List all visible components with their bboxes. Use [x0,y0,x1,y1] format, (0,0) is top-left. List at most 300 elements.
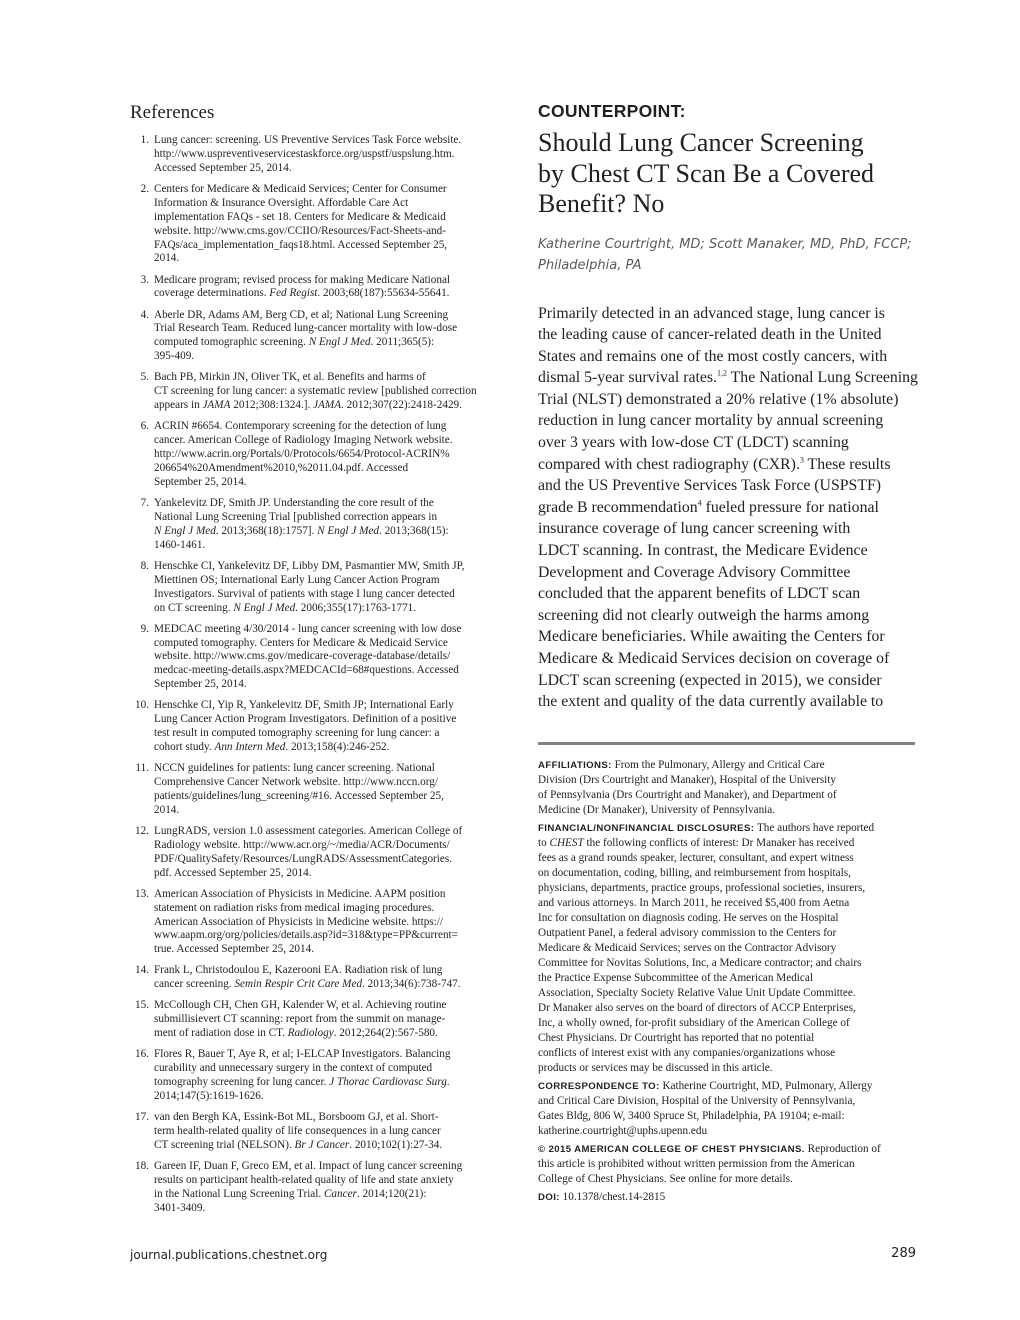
text-segment: the leading cause of cancer-related death in the United [538,326,882,344]
reference-line [154,539,508,553]
reference-line [154,943,508,957]
reference-line [154,211,508,225]
reference-item [130,560,508,616]
author-line: Philadelphia, PA [538,257,642,273]
text-segment: Fed Regist [269,287,318,300]
reference-number: 6. [140,420,149,433]
text-segment: results on participant health-related quality of life and state anxiety [154,1174,454,1186]
body-line [538,540,916,562]
title-line: by Chest CT Scan Be a Covered [538,158,875,188]
footnote-line [538,1172,916,1187]
body-line [538,497,916,519]
text-segment: Reproduction of [804,1143,881,1155]
reference-line [154,399,508,413]
body-line [538,432,916,454]
footnote-block [538,1142,916,1187]
reference-number: 7. [140,496,149,509]
text-segment: Henschke CI, Yip R, Yankelevitz DF, Smith JP; International Early [154,699,454,712]
reference-line [154,371,508,385]
reference-line [154,525,508,539]
reference-line [154,162,508,176]
text-segment: NCCN guidelines for patients: lung cancer screening. National [154,762,435,775]
body-line [538,562,916,584]
reference-item [130,623,508,693]
reference-item [130,134,508,176]
footnote-line [538,1031,916,1046]
text-segment: Development and Coverage Advisory Committee [538,563,851,581]
text-segment: to [538,837,550,849]
text-segment: . 2003;68(187):55634-55641. [317,287,450,300]
reference-number: 17. [135,1111,149,1124]
reference-number: 14. [135,964,149,977]
reference-line [154,1013,508,1027]
reference-line [154,678,508,692]
text-segment: tomography screening for lung cancer. [154,1076,330,1089]
text-segment: LDCT scan screening (expected in 2015), we consider [538,671,882,689]
reference-text [154,964,508,992]
text-segment: . 2006;355(17):1763-1771. [295,601,417,614]
footnote-line [538,758,916,773]
text-segment: 1,2 [716,369,727,379]
text-segment: . 2014;120(21): [356,1187,427,1200]
text-segment: concluded that the apparent benefits of LDCT scan [538,585,861,603]
text-segment: J Thorac Cardiovasc Surg [329,1076,447,1089]
text-segment: screening did not clearly outweigh the harms among [538,606,870,624]
text-segment: LDCT scanning. In contrast, the Medicare Evidence [538,542,868,560]
text-segment: Katherine Courtright, MD, Pulmonary, Allergy [659,1080,873,1092]
reference-line [154,197,508,211]
body-line [538,367,916,389]
reference-item [130,825,508,881]
article-footnotes [538,758,916,1208]
footnote-line [538,851,916,866]
reference-text [154,762,508,818]
text-segment: of Pennsylvania (Drs Courtright and Manaker), and Department of [538,789,837,801]
footnote-block [538,1079,916,1139]
journal-url[interactable]: journal.publications.chestnet.org [130,1248,328,1262]
reference-line [154,148,508,162]
author-line: Katherine Courtright, MD; Scott Manaker, MD, PhD, FCCP; [538,236,912,252]
reference-line [154,309,508,323]
footnote-line [538,956,916,971]
reference-line [154,183,508,197]
reference-number: 9. [140,622,149,635]
text-segment: LungRADS, version 1.0 assessment categories. American College of [154,824,463,837]
reference-number: 10. [135,699,149,712]
text-segment: N Engl J Med [308,336,371,349]
reference-item [130,762,508,818]
reference-line [154,239,508,253]
text-segment: patients/guidelines/lung_screening/#16. Accessed September 25, [154,789,444,802]
reference-line [154,650,508,664]
reference-line [154,588,508,602]
body-line [538,324,916,346]
text-segment: Comprehensive Cancer Network website. http://www.nccn.org/ [154,776,438,789]
reference-line [154,252,508,266]
text-segment: cancer. American College of Radiology Imaging Network website. [154,434,453,447]
text-segment: Information & Insurance Oversight. Affordable Care Act [154,196,409,209]
footnote-line [538,773,916,788]
footnote-line [538,1142,916,1157]
footnote-line [538,1190,916,1205]
reference-text [154,309,508,365]
text-segment: CT screening for lung cancer: a systematic review [published correction [154,385,477,398]
text-segment: website. http://www.cms.gov/CCIIO/Resources/Fact-Sheets-and- [154,224,446,237]
reference-text [154,999,508,1041]
reference-text [154,371,508,413]
text-segment: . 2013;158(4):246-252. [285,741,390,754]
reference-number: 11. [135,762,149,775]
reference-line [154,1188,508,1202]
text-segment: . 2012;264(2):567-580. [333,1027,438,1040]
text-segment: Medicare beneficiaries. While awaiting the Centers for [538,628,885,646]
footnote-label: DOI: [538,1192,560,1203]
text-segment: Gareen IF, Duan F, Greco EM, et al. Impact of lung cancer screening [154,1160,463,1173]
reference-item [130,1111,508,1153]
reference-text [154,699,508,755]
reference-line [154,511,508,525]
text-segment: N Engl J Med [233,601,296,614]
reference-line [154,1139,508,1153]
text-segment: grade B recommendation [538,498,698,516]
reference-item [130,497,508,553]
text-segment: implementation FAQs - set 18. Centers for Medicare & Medicaid [154,210,446,223]
reference-number: 12. [135,824,149,837]
text-segment: cohort study. [154,741,215,754]
reference-line [154,1090,508,1104]
text-segment: Lung Cancer Action Program Investigators. Definition of a positive [154,713,457,726]
text-segment: compared with chest radiography (CXR). [538,455,800,473]
article-title [538,128,916,220]
reference-line [154,225,508,239]
text-segment: Semin Respir Crit Care Med [234,978,363,991]
text-segment: medcac-meeting-details.aspx?MEDCACId=68#questions. Accessed [154,664,459,677]
text-segment: fueled pressure for national [701,498,879,516]
body-line [538,648,916,670]
text-segment: Chest Physicians. Dr Courtright has reported that no potential [538,1032,815,1044]
text-segment: These results [803,455,891,473]
reference-line [154,1027,508,1041]
reference-line [154,420,508,434]
reference-number: 16. [135,1048,149,1061]
reference-line [154,448,508,462]
text-segment: on documentation, coding, billing, and reimbursement from hospitals, [538,867,851,879]
footnote-line [538,896,916,911]
reference-line [154,804,508,818]
reference-line [154,274,508,288]
reference-line [154,1048,508,1062]
text-segment: JAMA [313,399,342,412]
reference-line [154,602,508,616]
text-segment: Henschke CI, Yankelevitz DF, Libby DM, Pasmantier MW, Smith JP, [154,559,465,572]
reference-line [154,462,508,476]
reference-text [154,134,508,176]
reference-number: 4. [140,308,149,321]
reference-list [130,134,508,1216]
reference-line [154,623,508,637]
text-segment: Medicare program; revised process for making Medicare National [154,273,451,286]
text-segment: products or services may be discussed in this article. [538,1062,773,1074]
text-segment: van den Bergh KA, Essink-Bot ML, Borsboom GJ, et al. Short- [154,1111,439,1124]
reference-line [154,867,508,881]
footnote-line [538,1109,916,1124]
reference-line [154,1062,508,1076]
reference-text [154,183,508,266]
reference-line [154,134,508,148]
text-segment: term health-related quality of life consequences in a lung cancer [154,1125,441,1138]
reference-number: 1. [140,134,149,146]
reference-line [154,476,508,490]
reference-item [130,1160,508,1216]
text-segment: Inc for consultation on diagnosis coding. He serves on the Hospital [538,912,839,924]
text-segment: 206654%20Amendment%2010,%2011.04.pdf. Accessed [154,461,409,474]
text-segment: Aberle DR, Adams AM, Berg CD, et al; National Lung Screening [154,308,449,321]
text-segment: test result in computed tomography screening for lung cancer: a [154,727,440,740]
footnote-line [538,926,916,941]
text-segment: PDF/QualitySafety/Resources/LungRADS/AssessmentCategories. [154,852,452,865]
text-segment: Cancer [323,1187,357,1200]
text-segment: the following conflicts of interest: Dr Manaker has received [583,837,855,849]
text-segment: FAQs/aca_implementation_faqs18.html. Accessed September 25, [154,238,448,251]
text-segment: conflicts of interest exist with any companies/organizations whose [538,1047,836,1059]
body-line [538,389,916,411]
text-segment: 2012;308:1324.]. [230,399,314,412]
reference-line [154,664,508,678]
reference-line [154,713,508,727]
text-segment: September 25, 2014. [154,475,247,488]
footnote-line [538,803,916,818]
reference-line [154,839,508,853]
text-segment: From the Pulmonary, Allergy and Critical Care [611,759,825,771]
reference-item [130,1048,508,1104]
footnote-label: FINANCIAL/NONFINANCIAL DISCLOSURES: [538,823,755,834]
text-segment: . 2013;368(18):1757]. [215,524,318,537]
text-segment: and Critical Care Division, Hospital of the University of Pennsylvania, [538,1095,856,1107]
text-segment: on CT screening. [154,601,234,614]
text-segment: true. Accessed September 25, 2014. [154,943,315,956]
page-number: 289 [891,1246,916,1261]
text-segment: http://www.uspreventiveservicestaskforce.org/uspstf/uspslung.htm. [154,147,455,160]
reference-text [154,420,508,490]
text-segment: Medicare & Medicaid Services; serves on the Contractor Advisory [538,942,837,954]
footnote-line [538,971,916,986]
reference-line [154,385,508,399]
references-heading: References [130,102,215,123]
body-line [538,410,916,432]
article-kicker: COUNTERPOINT: [538,101,686,121]
reference-line [154,762,508,776]
footnote-line [538,1094,916,1109]
text-segment: submillisievert CT scanning: report from the summit on manage- [154,1013,446,1026]
text-segment: reduction in lung cancer mortality by annual screening [538,412,884,430]
footnote-line [538,788,916,803]
footnote-line [538,836,916,851]
text-segment: in the National Lung Screening Trial. [154,1187,324,1200]
reference-text [154,497,508,553]
footnote-line [538,1079,916,1094]
text-segment: 2014;147(5):1619-1626. [154,1090,264,1103]
text-segment: The authors have reported [754,822,875,834]
body-line [538,475,916,497]
reference-line [154,1125,508,1139]
text-segment: . 2013;368(15): [378,524,449,537]
reference-line [154,790,508,804]
reference-text [154,1111,508,1153]
reference-line [154,1202,508,1216]
footnote-line [538,911,916,926]
text-segment: ment of radiation dose in CT. [154,1027,288,1040]
footnote-line [538,821,916,836]
text-segment: coverage determinations. [154,287,270,300]
footnote-line [538,1001,916,1016]
body-line [538,691,916,713]
reference-line [154,287,508,301]
text-segment: 1460-1461. [154,538,206,551]
text-segment: . 2011;365(5): [370,336,435,349]
text-segment: and the US Preventive Services Task Force (USPSTF) [538,477,882,495]
article-body [538,303,916,713]
text-segment: http://www.acrin.org/Portals/0/Protocols/6654/Protocol-ACRIN% [154,448,450,461]
text-segment: Bach PB, Mirkin JN, Oliver TK, et al. Benefits and harms of [154,371,426,384]
reference-line [154,741,508,755]
reference-number: 2. [140,182,149,195]
reference-text [154,1048,508,1104]
reference-line [154,888,508,902]
text-segment: College of Chest Physicians. See online for more details. [538,1173,793,1185]
text-segment: National Lung Screening Trial [published correction appears in [154,510,438,523]
text-segment: 2014. [154,803,180,816]
text-segment: Association, Specialty Society Relative Value Unit Update Committee. [538,987,856,999]
reference-text [154,623,508,693]
footnote-block [538,758,916,818]
footnote-label: © 2015 AMERICAN COLLEGE OF CHEST PHYSICIANS. [538,1144,805,1155]
text-segment: the Practice Expense Subcommittee of the American Medical [538,972,813,984]
text-segment: Primarily detected in an advanced stage, lung cancer is [538,304,885,322]
text-segment: dismal 5-year survival rates. [538,369,717,387]
text-segment: Centers for Medicare & Medicaid Services; Center for Consumer [154,182,447,195]
text-segment: Frank L, Christodoulou E, Kazerooni EA. Radiation risk of lung [154,964,443,977]
text-segment: 10.1378/chest.14-2815 [559,1191,666,1203]
text-segment: . 2013;34(6):738-747. [362,978,461,991]
text-segment: Ann Intern Med [214,741,286,754]
footnote-line [538,1016,916,1031]
text-segment: statement on radiation risks from medical imaging procedures. [154,901,435,914]
reference-item [130,888,508,958]
text-segment: curability and unnecessary surgery in the context of computed [154,1062,433,1075]
reference-line [154,964,508,978]
reference-line [154,853,508,867]
text-segment: Radiology [287,1027,334,1040]
footnote-line [538,881,916,896]
text-segment: CT screening trial (NELSON). [154,1139,295,1151]
text-segment: Dr Manaker also serves on the board of directors of ACCP Enterprises, [538,1002,856,1014]
reference-text [154,560,508,616]
text-segment: The National Lung Screening [726,369,918,387]
reference-line [154,497,508,511]
reference-line [154,978,508,992]
reference-line [154,1076,508,1090]
footnote-line [538,941,916,956]
body-line [538,583,916,605]
reference-line [154,825,508,839]
reference-line [154,1111,508,1125]
reference-text [154,274,508,302]
reference-item [130,371,508,413]
body-line [538,670,916,692]
body-line [538,626,916,648]
text-segment: American Association of Physicists in Medicine. AAPM position [154,887,446,900]
text-segment: American Association of Physicists in Medicine website. https:// [154,915,443,928]
reference-line [154,1160,508,1174]
text-segment: 3401-3409. [154,1201,206,1214]
body-line [538,605,916,627]
reference-number: 5. [140,371,149,384]
reference-line [154,336,508,350]
text-segment: over 3 years with low-dose CT (LDCT) scanning [538,434,849,452]
text-segment: Yankelevitz DF, Smith JP. Understanding the core result of the [154,496,434,509]
reference-item [130,183,508,266]
text-segment: pdf. Accessed September 25, 2014. [154,866,312,879]
reference-item [130,274,508,302]
section-divider [538,742,915,745]
footnote-line [538,1061,916,1076]
reference-line [154,999,508,1013]
footnote-line [538,1124,916,1139]
reference-line [154,560,508,574]
reference-item [130,699,508,755]
reference-item [130,964,508,992]
body-line [538,518,916,540]
text-segment: September 25, 2014. [154,678,247,691]
text-segment: Radiology website. http://www.acr.org/~/media/ACR/Documents/ [154,838,450,851]
reference-line [154,929,508,943]
footnote-line [538,986,916,1001]
reference-text [154,825,508,881]
footnote-line [538,1157,916,1172]
text-segment: States and remains one of the most costly cancers, with [538,347,888,365]
text-segment: computed tomography. Centers for Medicare & Medicaid Service [154,636,448,649]
reference-number: 8. [140,559,149,572]
body-line [538,303,916,325]
text-segment: Division (Drs Courtright and Manaker), Hospital of the University [538,774,836,786]
text-segment: Miettinen OS; International Early Lung Cancer Action Program [154,573,440,586]
text-segment: katherine.courtright@uphs.upenn.edu [538,1125,708,1137]
text-segment: Trial Research Team. Reduced lung-cancer mortality with low-dose [154,322,458,335]
text-segment: McCollough CH, Chen GH, Kalender W, et al. Achieving routine [154,999,447,1012]
footnote-block [538,1190,916,1205]
text-segment: appears in [154,399,203,412]
body-line [538,454,916,476]
text-segment: N Engl J Med [154,524,216,537]
text-segment: Br J Cancer [294,1139,350,1151]
text-segment: Medicare & Medicaid Services decision on coverage of [538,650,890,667]
text-segment: JAMA [202,399,231,412]
body-line [538,346,916,368]
reference-line [154,916,508,930]
text-segment: ACRIN #6654. Contemporary screening for the detection of lung [154,420,447,433]
reference-line [154,776,508,790]
article-column [538,100,916,713]
footnote-block [538,821,916,1076]
text-segment: N Engl J Med [317,524,379,537]
reference-item [130,999,508,1041]
text-segment: Lung cancer: screening. US Preventive Services Task Force website. [154,134,462,146]
reference-line [154,574,508,588]
reference-line [154,1174,508,1188]
reference-number: 3. [140,273,149,286]
text-segment: 4 [697,498,702,508]
text-segment: . 2010;102(1):27-34. [349,1139,443,1151]
